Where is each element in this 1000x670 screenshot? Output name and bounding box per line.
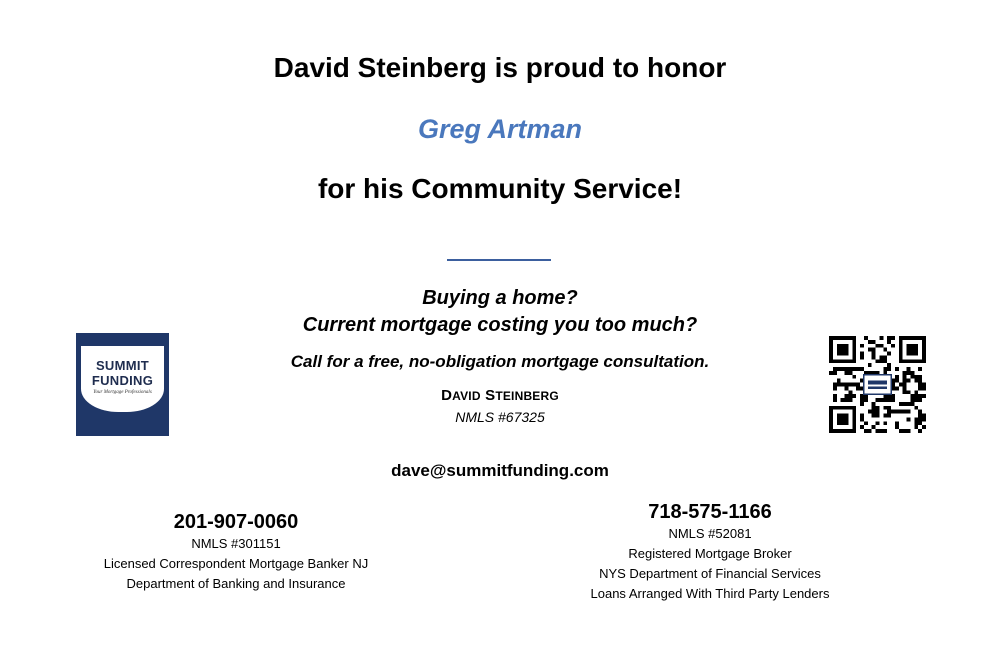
nj-phone-link[interactable]: 201-907-0060 [173,511,299,533]
agent-nmls: NMLS #67325 [455,409,545,425]
agent-name-first-initial: D [441,387,453,404]
summit-funding-logo [76,333,169,436]
ny-office-block [560,500,860,604]
logo-line-1: SUMMIT [95,358,150,373]
nj-department: Department of Banking and Insurance [126,576,346,591]
ny-department: NYS Department of Financial Services [599,566,821,581]
nj-nmls: NMLS #301151 [191,536,281,551]
subline: for his Community Service! [317,173,683,204]
logo-line-2: FUNDING [91,373,154,388]
divider [447,259,551,261]
ny-phone-link[interactable]: 718-575-1166 [648,501,772,523]
pitch-line-3: Call for a free, no-obligation mortgage consultation. [290,352,710,371]
ny-nmls: NMLS #52081 [668,526,752,541]
ny-note: Loans Arranged With Third Party Lenders [590,586,830,601]
headline: David Steinberg is proud to honor [273,52,727,83]
logo-badge [81,346,164,412]
honoree-name: Greg Artman [417,114,583,144]
nj-license: Licensed Correspondent Mortgage Banker NJ [103,556,369,571]
nj-office-block [85,510,387,594]
agent-email-link[interactable]: dave@summitfunding.com [391,461,609,480]
pitch-line-1: Buying a home? [422,287,578,309]
ny-license: Registered Mortgage Broker [628,546,792,561]
agent-name-first-rest: AVID [452,389,481,403]
qr-code-icon[interactable] [829,334,926,435]
agent-name-last-rest: TEINBERG [495,389,559,403]
pitch-line-2: Current mortgage costing you too much? [302,314,698,336]
agent-name-last-initial: S [485,387,496,404]
logo-tagline: Your Mortgage Professionals [93,390,152,395]
